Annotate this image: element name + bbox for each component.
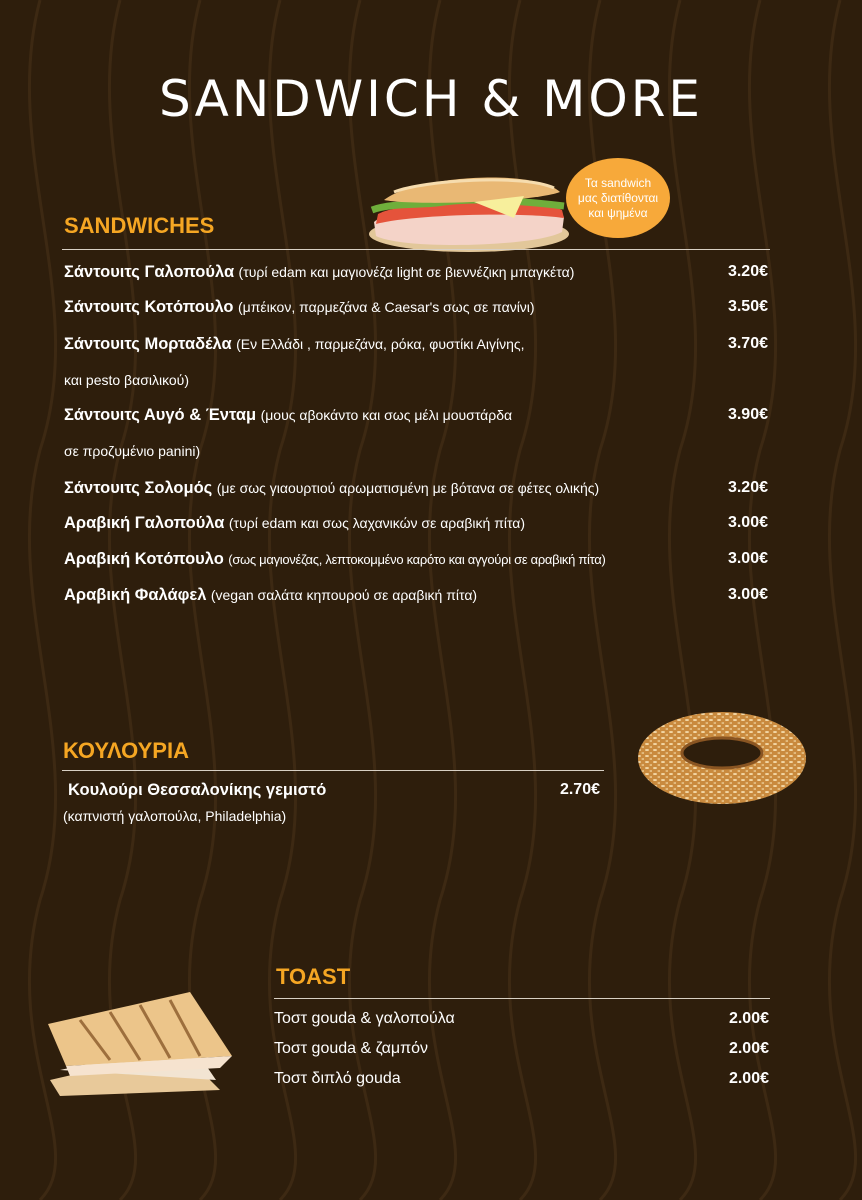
item-price: 3.00€ [727, 514, 768, 531]
item-name: Σάντουιτς Γαλοπούλα [64, 263, 235, 281]
item-description: (με σως γιαουρτιού αρωματισμένη με βότανα σε φέτες ολικής) [216, 480, 600, 496]
sandwiches-heading: SANDWICHES [64, 213, 215, 238]
item-name: Αραβική Γαλοπούλα [64, 514, 225, 532]
item-description-continued: σε προζυμένιο panini) [64, 443, 201, 459]
item-price: 3.70€ [727, 335, 768, 352]
item-price: 2.00€ [728, 1010, 769, 1027]
item-name: Αραβική Φαλάφελ [64, 586, 207, 604]
item-name: Αραβική Κοτόπουλο [64, 550, 224, 568]
toast-item-name: Τοστ gouda & γαλοπούλα [274, 1010, 455, 1027]
toast-item-name: Τοστ gouda & ζαμπόν [274, 1040, 428, 1057]
menu-item [64, 263, 574, 282]
sesame-bagel-photo [636, 706, 808, 806]
item-description: (καπνιστή γαλοπούλα, Philadelphia) [63, 808, 287, 824]
item-description: (Εν Ελλάδι , παρμεζάνα, ρόκα, φυστίκι Αιγίνης, [236, 336, 525, 352]
toast-divider [274, 998, 770, 999]
badge-line-3: και ψημένα [588, 205, 648, 220]
item-name: Σάντουιτς Αυγό & Ένταμ [64, 406, 257, 424]
menu-item [64, 479, 599, 498]
item-description: (μπέικον, παρμεζάνα & Caesar's σως σε πανίνι) [237, 299, 535, 315]
baguette-sandwich-photo [364, 162, 574, 254]
koulouria-heading: ΚΟΥΛΟΥΡΙΑ [63, 738, 189, 763]
item-description: (μους αβοκάντο και σως μέλι μουστάρδα [260, 407, 513, 423]
item-price: 3.00€ [727, 586, 768, 603]
item-description: (τυρί edam και σως λαχανικών σε αραβική πίτα) [228, 515, 526, 531]
item-price: 3.50€ [727, 298, 768, 315]
item-price: 2.00€ [728, 1040, 769, 1057]
menu-item [64, 586, 477, 605]
item-price: 3.00€ [727, 550, 768, 567]
item-name: Σάντουιτς Σολομός [64, 479, 213, 497]
item-name: Σάντουιτς Κοτόπουλο [64, 298, 234, 316]
menu-item [64, 335, 525, 354]
menu-item [64, 550, 606, 569]
toast-heading: TOAST [276, 964, 351, 989]
item-description: (σως μαγιονέζας, λεπτοκομμένο καρότο και αγγούρι σε αραβική πίτα) [228, 552, 606, 567]
item-price: 2.00€ [728, 1070, 769, 1087]
item-price: 3.90€ [727, 406, 768, 423]
menu-item [68, 781, 326, 800]
item-price: 2.70€ [559, 781, 600, 798]
page-title: SANDWICH & MORE [158, 70, 704, 128]
menu-item [64, 406, 512, 425]
item-price: 3.20€ [727, 263, 768, 280]
koulouria-divider [62, 770, 604, 771]
item-description: (τυρί edam και μαγιονέζα light σε βιεννέζικη μπαγκέτα) [238, 264, 575, 280]
item-name: Κουλούρι Θεσσαλονίκης γεμιστό [68, 781, 327, 799]
heated-sandwich-badge [566, 158, 670, 238]
item-description: (vegan σαλάτα κηπουρού σε αραβική πίτα) [210, 587, 478, 603]
item-name: Σάντουιτς Μορταδέλα [64, 335, 232, 353]
toast-item-name: Τοστ διπλό gouda [274, 1070, 401, 1087]
badge-line-1: Τα sandwich [584, 175, 652, 190]
badge-line-2: μας διατίθονται [577, 190, 659, 205]
item-description-continued: και pesto βασιλικού) [64, 372, 190, 388]
item-price: 3.20€ [727, 479, 768, 496]
menu-item [64, 298, 535, 317]
sandwiches-divider [62, 249, 770, 250]
menu-item [64, 514, 525, 533]
grilled-toast-photo [40, 990, 240, 1098]
